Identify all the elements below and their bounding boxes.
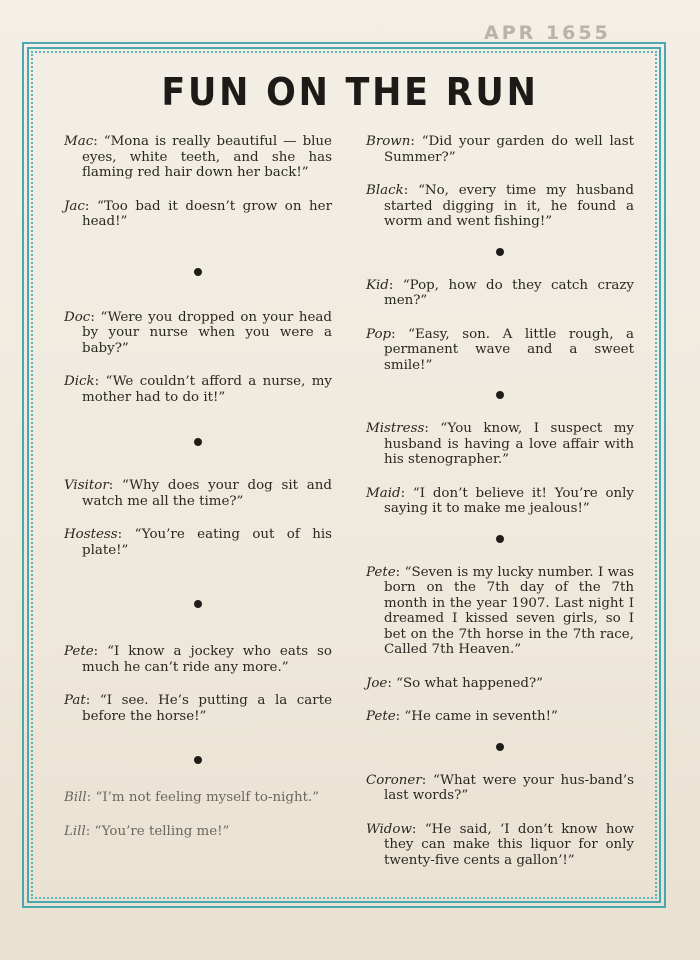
joke-line: Pete: “Seven is my lucky number. I was born on the 7th day of the 7th month in the year 1907. Last night I dreamed I kissed seven girls, so I bet on the 7th horse in the 7th race, Called 7th Heaven.”	[366, 564, 634, 657]
date-stamp: APR 1655	[484, 22, 611, 44]
joke-line: Widow: “He said, ‘I don’t know how they can make this liquor for only twenty-five cents a gallon’!”	[366, 821, 634, 868]
joke-line: Lill: “You’re telling me!”	[64, 823, 230, 839]
joke-line: Kid: “Pop, how do they catch crazy men?”	[366, 277, 634, 308]
page-title: FUN ON THE RUN	[161, 70, 539, 114]
joke-line: Bill: “I’m not feeling myself to-night.”	[64, 790, 320, 805]
joke-line: Mac: “Mona is really beautiful — blue eyes, white teeth, and she has flaming red hair down her back!”	[64, 134, 332, 180]
joke-line: Brown: “Did your garden do well last Summer?”	[366, 134, 634, 165]
separator-dot	[194, 438, 202, 446]
joke-line: Mistress: “You know, I suspect my husband is having a love affair with his stenographer.”	[366, 421, 634, 467]
separator-dot	[496, 535, 504, 543]
separator-dot	[496, 743, 504, 751]
separator-dot	[496, 391, 504, 399]
joke-line: Hostess: “You’re eating out of his plate!”	[64, 527, 332, 558]
joke-line: Coroner: “What were your hus-band’s last words?”	[366, 772, 634, 803]
left-column	[64, 134, 332, 857]
joke-line: Maid: “I don’t believe it! You’re only saying it to make me jealous!”	[366, 485, 634, 516]
joke-line: Joe: “So what happened?”	[366, 675, 544, 691]
joke-line: Visitor: “Why does your dog sit and watch me all the time?”	[64, 478, 332, 509]
separator-dot	[496, 248, 504, 256]
joke-line: Jac: “Too bad it doesn’t grow on her head!”	[64, 198, 332, 229]
joke-line: Pete: “He came in seventh!”	[366, 709, 558, 724]
separator-dot	[194, 600, 202, 608]
right-column	[366, 134, 634, 886]
joke-line: Pat: “I see. He’s putting a la carte before the horse!”	[64, 693, 332, 724]
joke-line: Pop: “Easy, son. A little rough, a permanent wave and a sweet smile!”	[366, 326, 634, 373]
joke-line: Black: “No, every time my husband started digging in it, he found a worm and went fishing!”	[366, 183, 634, 229]
joke-line: Pete: “I know a jockey who eats so much he can’t ride any more.”	[64, 644, 332, 675]
joke-line: Doc: “Were you dropped on your head by your nurse when you were a baby?”	[64, 309, 332, 356]
joke-line: Dick: “We couldn’t afford a nurse, my mother had to do it!”	[64, 374, 332, 405]
separator-dot	[194, 756, 202, 764]
separator-dot	[194, 268, 202, 276]
